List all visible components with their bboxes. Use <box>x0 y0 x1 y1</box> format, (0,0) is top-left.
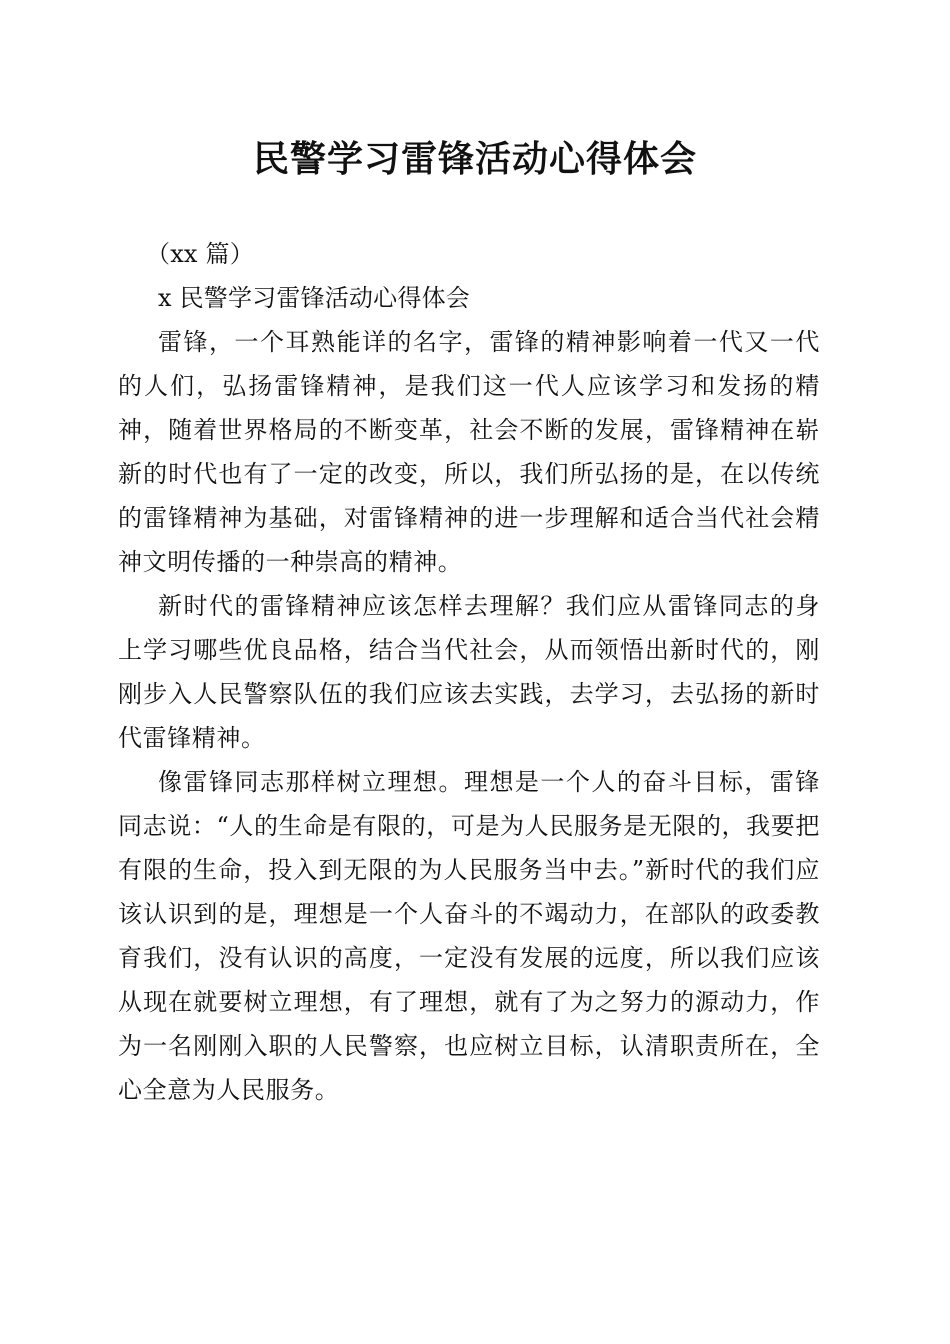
article-title: x 民警学习雷锋活动心得体会 <box>158 284 470 312</box>
paragraph-2: 新时代的雷锋精神应该怎样去理解？我们应从雷锋同志的身上学习哪些优良品格，结合当代社会，从而领悟出新时代的，刚刚步入人民警察队伍的我们应该去实践，去学习，去弘扬的新时代雷锋精神。 <box>118 592 820 752</box>
paragraph-1: 雷锋，一个耳熟能详的名字，雷锋的精神影响着一代又一代的人们，弘扬雷锋精神，是我们这一代人应该学习和发扬的精神，随着世界格局的不断变革，社会不断的发展，雷锋精神在崭新的时代也有了一定的改变，所以，我们所弘扬的是，在以传统的雷锋精神为基础，对雷锋精神的进一步理解和适合当代社会精神文明传播的一种崇高的精神。 <box>118 328 820 576</box>
document-body <box>118 232 820 1112</box>
subheading: （xx 篇） <box>146 240 254 268</box>
paragraph-3: 像雷锋同志那样树立理想。理想是一个人的奋斗目标，雷锋同志说：“人的生命是有限的，可是为人民服务是无限的，我要把有限的生命，投入到无限的为人民服务当中去。”新时代的我们应该认识到的是，理想是一个人奋斗的不竭动力，在部队的政委教育我们，没有认识的高度，一定没有发展的远度，所以我们应该从现在就要树立理想，有了理想，就有了为之努力的源动力，作为一名刚刚入职的人民警察，也应树立目标，认清职责所在，全心全意为人民服务。 <box>118 768 820 1104</box>
document-title: 民警学习雷锋活动心得体会 <box>252 138 697 180</box>
